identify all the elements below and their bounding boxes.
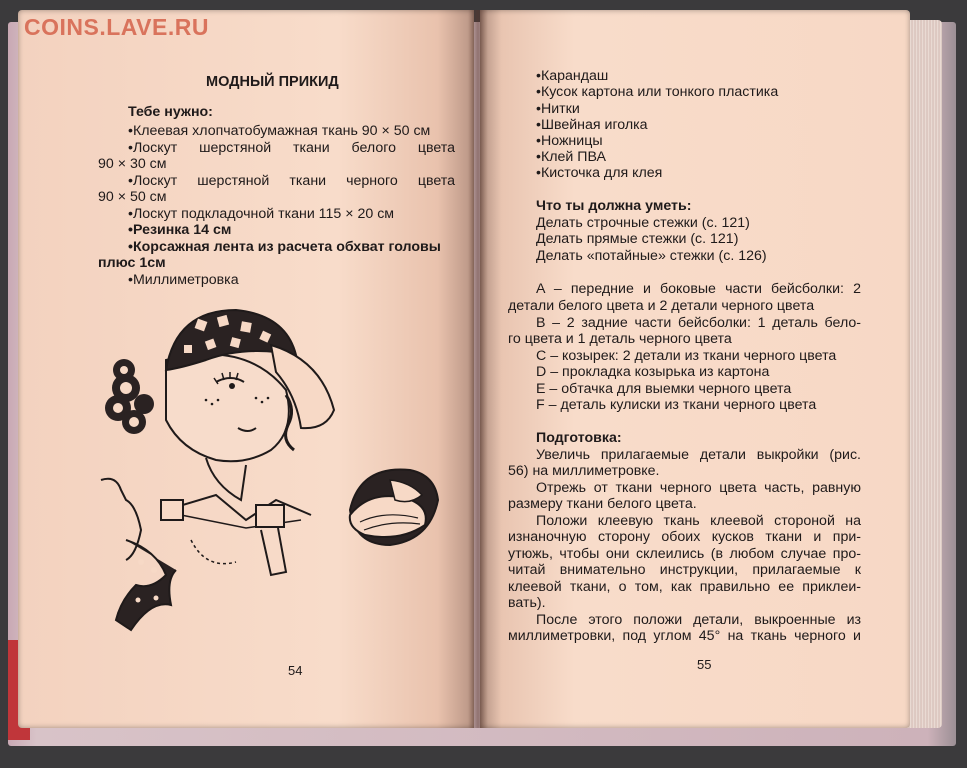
skills-heading: Что ты должна уметь: — [536, 198, 692, 214]
prep-line: После этого положи детали, выкроенные из — [536, 612, 861, 628]
part-line: C – козырек: 2 детали из ткани черного цвета — [536, 348, 837, 364]
needs-line: •Лоскут подкладочной ткани 115 × 20 см — [128, 206, 395, 222]
prep-line: утюжь, чтобы они склеились (в любом случае про- — [508, 546, 861, 562]
supply-line: •Ножницы — [536, 133, 603, 149]
prep-line: 56) на миллиметровке. — [508, 463, 660, 479]
supply-line: •Карандаш — [536, 68, 609, 84]
prep-line: изнаночную сторону обоих кусков ткани и при- — [508, 529, 861, 545]
skill-line: Делать «потайные» стежки (с. 126) — [536, 248, 767, 264]
girl-with-cap-illustration — [96, 300, 346, 650]
prep-line: Отрежь от ткани черного цвета часть, равную — [536, 480, 861, 496]
needs-line: •Лоскут шерстяной ткани черного цвета — [128, 173, 455, 189]
prep-line: читай внимательно инструкции, прилагаемые к — [508, 562, 861, 578]
left-page-number: 54 — [288, 663, 303, 678]
needs-line: •Миллиметровка — [128, 272, 239, 288]
part-line: F – деталь кулиски из ткани черного цвета — [536, 397, 817, 413]
prep-line: клеевой ткани, о том, как правильно ее приклеи- — [508, 579, 861, 595]
supply-line: •Кисточка для клея — [536, 165, 663, 181]
right-page-number: 55 — [697, 657, 712, 672]
prep-heading: Подготовка: — [536, 430, 622, 446]
needs-line: •Корсажная лента из расчета обхват головы — [128, 239, 441, 255]
part-line: A – передние и боковые части бейсболки: 2 — [536, 281, 861, 297]
left-page-title: МОДНЫЙ ПРИКИД — [206, 74, 339, 90]
supply-line: •Швейная иголка — [536, 117, 648, 133]
prep-line: размеру ткани белого цвета. — [508, 496, 697, 512]
page-edges — [906, 20, 942, 728]
supply-line: •Нитки — [536, 101, 580, 117]
needs-line: 90 × 30 см — [98, 156, 167, 172]
prep-line: миллиметровки, под углом 45° на ткань черного и — [508, 628, 861, 644]
prep-line: вать). — [508, 595, 546, 611]
cap-illustration — [340, 460, 450, 560]
book-spine — [468, 10, 488, 728]
prep-line: Положи клеевую ткань клеевой стороной на — [536, 513, 861, 529]
part-line: B – 2 задние части бейсболки: 1 деталь бело- — [536, 315, 861, 331]
needs-line: •Лоскут шерстяной ткани белого цвета — [128, 140, 455, 156]
watermark: COINS.LAVE.RU — [24, 14, 209, 40]
part-line: E – обтачка для выемки черного цвета — [536, 381, 792, 397]
needs-heading: Тебе нужно: — [128, 104, 213, 120]
supply-line: •Кусок картона или тонкого пластика — [536, 84, 779, 100]
part-line: детали белого цвета и 2 детали черного цвета — [508, 298, 815, 314]
part-line: го цвета и 1 деталь черного цвета — [508, 331, 732, 347]
skill-line: Делать строчные стежки (с. 121) — [536, 215, 750, 231]
prep-line: Увеличь прилагаемые детали выкройки (рис. — [536, 447, 861, 463]
needs-line: •Резинка 14 см — [128, 222, 232, 238]
supply-line: •Клей ПВА — [536, 149, 606, 165]
skill-line: Делать прямые стежки (с. 121) — [536, 231, 739, 247]
part-line: D – прокладка козырька из картона — [536, 364, 770, 380]
needs-line: плюс 1см — [98, 255, 166, 271]
needs-line: 90 × 50 см — [98, 189, 167, 205]
needs-line: •Клеевая хлопчатобумажная ткань 90 × 50 см — [128, 123, 431, 139]
